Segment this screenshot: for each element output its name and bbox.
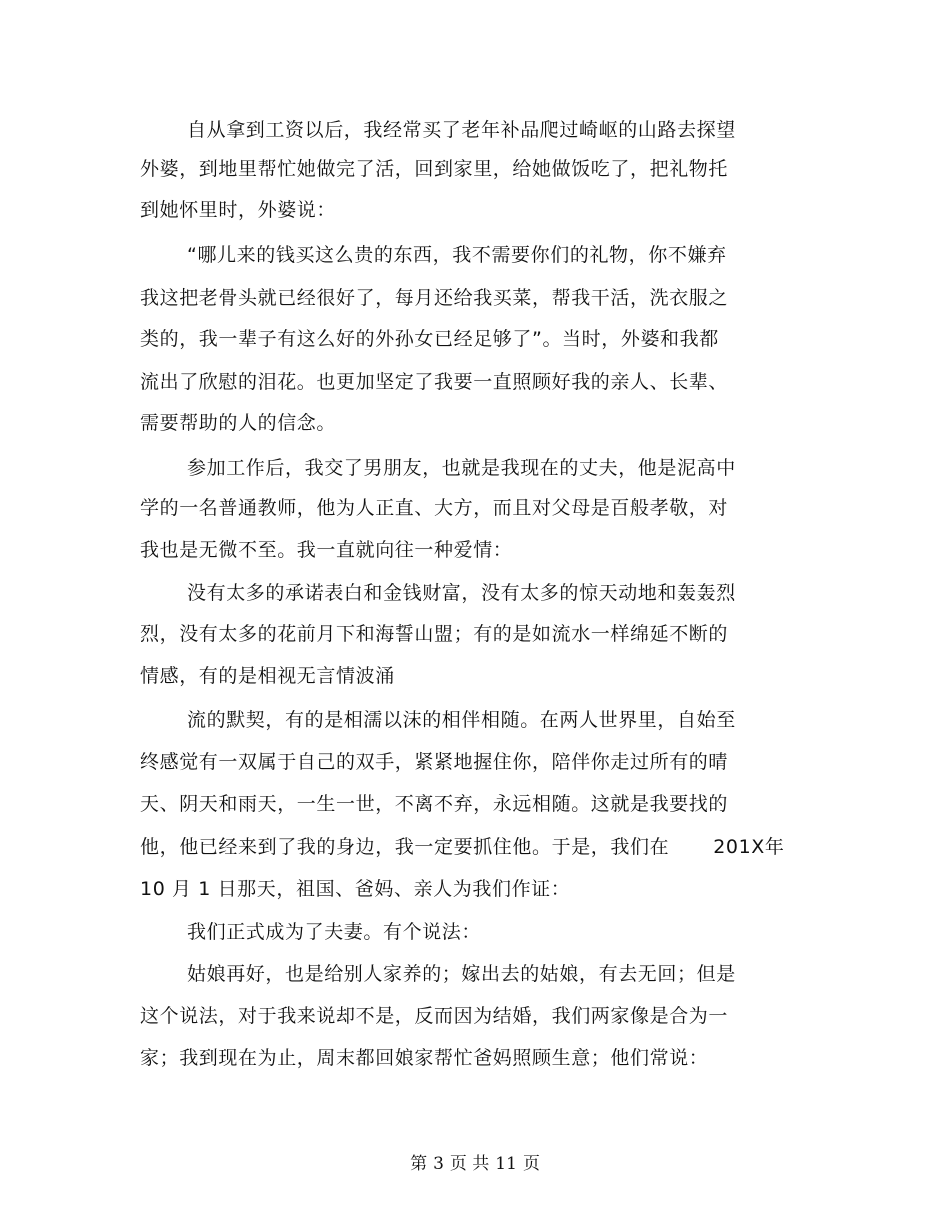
page-number: 3: [433, 1154, 444, 1174]
text-line: 烈，没有太多的花前月下和海誓山盟；有的是如流水一样绵延不断的: [140, 623, 729, 645]
text-line: 终感觉有一双属于自己的双手，紧紧地握住你，陪伴你走过所有的晴: [140, 751, 729, 773]
text-line: 天、阴天和雨天，一生一世，不离不弃，永远相随。这就是我要找的: [140, 793, 729, 815]
page-footer: [0, 1153, 950, 1175]
text-line: 到她怀里时，外婆说：: [140, 199, 337, 221]
text-line: 自从拿到工资以后，我经常买了老年补品爬过崎岖的山路去探望: [187, 119, 736, 141]
text-line: 参加工作后，我交了男朋友，也就是我现在的丈夫，他是泥高中: [187, 457, 736, 479]
text-line: 流出了欣慰的泪花。也更加坚定了我要一直照顾好我的亲人、长辈、: [140, 371, 729, 393]
page-label-middle: 页 共: [449, 1154, 490, 1174]
text-line: 家；我到现在为止，周末都回娘家帮忙爸妈照顾生意；他们常说：: [140, 1047, 709, 1069]
page-label-prefix: 第: [410, 1154, 428, 1174]
text-line: 我也是无微不至。我一直就向往一种爱情：: [140, 539, 513, 561]
text-line: 类的，我一辈子有这么好的外孙女已经足够了”。当时，外婆和我都: [140, 328, 719, 350]
text-line: 这个说法，对于我来说却不是，反而因为结婚，我们两家像是合为一: [140, 1005, 729, 1027]
text-line: 情感，有的是相视无言情波涌: [140, 665, 395, 687]
text-line-date: 201X年: [713, 836, 785, 858]
page-total: 11: [495, 1154, 517, 1174]
text-line: 流的默契，有的是相濡以沫的相伴相随。在两人世界里，自始至: [187, 709, 736, 731]
text-line: [140, 835, 785, 859]
text-line: 外婆，到地里帮忙她做完了活，回到家里，给她做饭吃了，把礼物托: [140, 158, 729, 180]
page-label-suffix: 页: [522, 1154, 540, 1174]
text-line: 我这把老骨头就已经很好了，每月还给我买菜，帮我干活，洗衣服之: [140, 287, 729, 309]
text-line: 我们正式成为了夫妻。有个说法：: [187, 921, 482, 943]
text-line-main: 他，他已经来到了我的身边，我一定要抓住他。于是，我们在: [140, 836, 670, 858]
text-line: 需要帮助的人的信念。: [140, 412, 337, 434]
text-line: 学的一名普通教师，他为人正直、大方，而且对父母是百般孝敬，对: [140, 497, 729, 519]
text-line: 姑娘再好，也是给别人家养的；嫁出去的姑娘，有去无回；但是: [187, 963, 736, 985]
text-line: “哪儿来的钱买这么贵的东西，我不需要你们的礼物，你不嫌弃: [187, 244, 727, 266]
text-line: 10 月 1 日那天，祖国、爸妈、亲人为我们作证：: [140, 878, 571, 900]
text-line: 没有太多的承诺表白和金钱财富，没有太多的惊天动地和轰轰烈: [187, 582, 736, 604]
